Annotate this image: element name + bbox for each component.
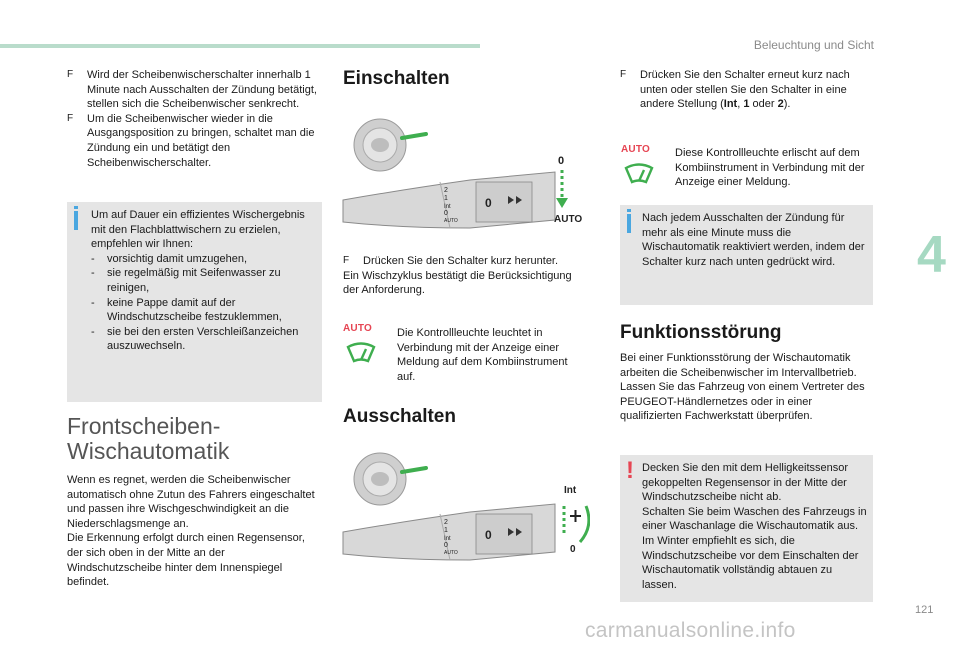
- info-box-reactivate: [620, 205, 873, 305]
- info-item: [91, 266, 317, 295]
- stalk-mark-1: 1: [444, 195, 448, 202]
- info-item-text: keine Pappe damit auf der Windschutzscheibe festzuklemmen,: [107, 296, 282, 324]
- info-icon-bar: [74, 211, 78, 230]
- info-icon: [627, 209, 631, 212]
- stalk-mark-2: 2: [444, 187, 448, 194]
- bullet-item: [67, 112, 319, 170]
- off-text: oder: [749, 98, 778, 111]
- off-text: Drücken Sie den Schalter erneut kurz nach unten oder stellen Sie den Schalter in eine andere Stellung (: [640, 69, 850, 111]
- on-instructions: [343, 254, 588, 298]
- bullet-marker: F: [343, 255, 350, 266]
- stalk-mark-2: 2: [444, 519, 448, 526]
- stalk-mark-int: Int: [444, 204, 451, 210]
- fig1-label-bottom: AUTO: [554, 214, 583, 225]
- bullet-marker: F: [67, 112, 74, 124]
- heading-frontscheiben: [67, 414, 229, 464]
- bullet-text: Wird der Scheibenwischerschalter innerhalb 1 Minute nach Ausschalten der Zündung betätigt, stellen sich die Scheibenwischer senkrecht.: [87, 69, 317, 111]
- steering-wheel-icon: [354, 119, 426, 171]
- off-pos-int: Int: [723, 98, 738, 111]
- stalk-mark-1: 1: [444, 527, 448, 534]
- auto-label-off: AUTO: [621, 144, 650, 155]
- info-item: [91, 325, 317, 354]
- heading-line: Frontscheiben-: [67, 413, 221, 439]
- dash-marker: -: [91, 296, 95, 309]
- dash-marker: -: [91, 267, 95, 280]
- col1-bullets: [67, 68, 319, 170]
- bullet-marker: F: [67, 69, 74, 80]
- dash-marker: -: [91, 252, 95, 265]
- info-item-text: sie regelmäßig mit Seifenwasser zu reinigen,: [107, 267, 281, 294]
- heading-ausschalten: Ausschalten: [343, 406, 456, 427]
- dash-marker: -: [91, 325, 95, 338]
- heading-funktionsstoerung: Funktionsstörung: [620, 322, 782, 343]
- stalk-position-0: 0: [485, 528, 492, 542]
- heading-einschalten: Einschalten: [343, 68, 450, 89]
- bullet-item: [343, 254, 588, 269]
- info-text: Nach jedem Ausschalten der Zündung für mehr als eine Minute muss die Wischautomatik reaktiviert werden, indem der Schalter kurz nach unten gedrückt wird.: [642, 212, 865, 268]
- stalk-mark-auto: AUTO: [444, 550, 458, 556]
- stalk-mark-int: Int: [444, 536, 451, 542]
- section-title: Beleuchtung und Sicht: [753, 38, 874, 52]
- chapter-number: 4: [917, 226, 946, 284]
- on-text: Ein Wischzyklus bestätigt die Berücksichtigung der Anforderung.: [343, 269, 572, 297]
- on-lamp-text: Die Kontrollleuchte leuchtet in Verbindung mit der Anzeige einer Meldung auf dem Kombiinstrument auf.: [397, 327, 568, 383]
- fig2-label-top: Int: [564, 485, 577, 496]
- rain-sensor-body: Wenn es regnet, werden die Scheibenwischer automatisch ohne Zutun des Fahrers eingeschaltet und passen ihre Wischgeschwindigkeit an die Niederschlagsmenge an. Die Erkennung erfolgt durch einen Regensensor, der sich oben in der Mitte an der Windschutzscheibe hinter dem Innenspiegel befindet.: [67, 474, 315, 589]
- watermark: carmanualsonline.info: [585, 619, 796, 642]
- bullet-marker: F: [620, 69, 627, 80]
- info-icon: [74, 206, 78, 209]
- header-rule: [0, 44, 480, 48]
- heading-line: Wischautomatik: [67, 438, 230, 464]
- warning-box-sensor: [620, 455, 873, 602]
- info-item-text: vorsichtig damit umzugehen,: [107, 252, 248, 265]
- warning-text: Decken Sie den mit dem Helligkeitssensor gekoppelten Regensensor in der Mitte der Windschutzscheibe nicht ab. Schalten Sie beim Waschen des Fahrzeugs in einer Waschanlage die Wischautomatik aus. Im Winter empfiehlt es sich, die Windschutzscheibe vor dem Einschalten der Wischautomatik vollständig abtauen zu lassen.: [642, 462, 867, 591]
- bullet-item: [67, 68, 319, 112]
- fig2-label-bottom: 0: [570, 544, 576, 555]
- page-number: 121: [915, 604, 934, 616]
- info-item-text: sie bei den ersten Verschleißanzeichen auszuwechseln.: [107, 325, 299, 353]
- auto-wiper-lamp-icon: [346, 341, 376, 363]
- info-item: [91, 296, 317, 325]
- bullet-text: Um die Scheibenwischer wieder in die Ausgangsposition zu bringen, schaltet man die Zündung ein und betätigt den Scheibenwischerschalter.: [87, 112, 315, 169]
- bullet-text: Drücken Sie den Schalter kurz herunter.: [363, 255, 559, 267]
- info-box-wiper-care: [67, 202, 322, 402]
- auto-wiper-lamp-icon: [624, 162, 654, 184]
- wiper-stalk-icon: [343, 504, 589, 560]
- info-item: [91, 252, 317, 267]
- off-instruction: [620, 68, 872, 112]
- fault-text: Bei einer Funktionsstörung der Wischautomatik arbeiten die Scheibenwischer im Intervallbetrieb. Lassen Sie das Fahrzeug von einem Vertreter des PEUGEOT-Händlernetzes oder in einer qualifizierten Fachwerkstatt überprüfen.: [620, 352, 865, 423]
- auto-label-on: AUTO: [343, 323, 372, 334]
- warning-icon: !: [626, 457, 634, 484]
- off-pos-1: 1: [743, 98, 750, 111]
- fig1-label-top: 0: [558, 155, 565, 167]
- stalk-illustration-on: [340, 110, 590, 245]
- stalk-mark-0: 0: [444, 210, 448, 217]
- info-icon-bar: [627, 214, 631, 233]
- stalk-mark-auto: AUTO: [444, 218, 458, 224]
- off-text: ,: [737, 98, 744, 111]
- stalk-position-0: 0: [485, 196, 492, 210]
- info-intro: Um auf Dauer ein effizientes Wischergebnis mit den Flachblattwischern zu erzielen, empfehlen wir Ihnen:: [91, 209, 305, 251]
- steering-wheel-icon: [354, 453, 426, 505]
- stalk-illustration-off: [340, 446, 590, 576]
- stalk-mark-0: 0: [444, 542, 448, 549]
- off-lamp-text: Diese Kontrollleuchte erlischt auf dem Kombiinstrument in Verbindung mit der Anzeige einer Meldung.: [675, 147, 865, 189]
- off-pos-2: 2: [777, 98, 784, 111]
- off-text: ).: [783, 98, 791, 111]
